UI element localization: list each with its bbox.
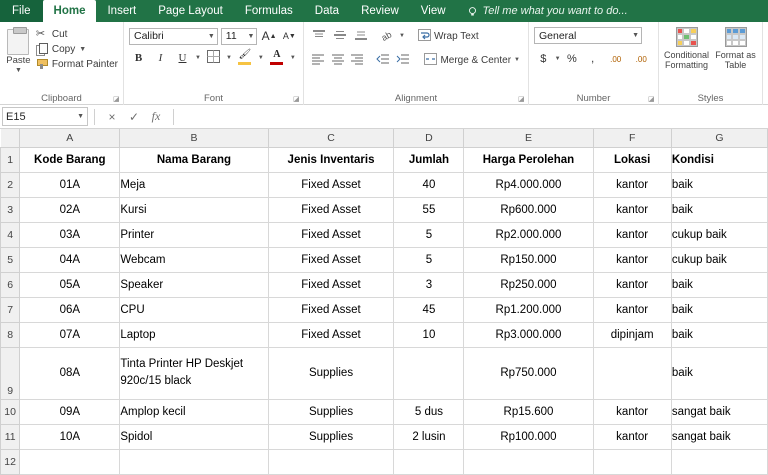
currency-button[interactable] bbox=[534, 50, 553, 68]
font-size-combo[interactable] bbox=[221, 28, 258, 45]
format-as-table-button[interactable] bbox=[714, 27, 757, 70]
font-color-chevron-down-icon[interactable]: ▼ bbox=[289, 55, 296, 61]
fill-color-icon: 🖌 bbox=[238, 49, 252, 60]
cell-g10[interactable]: sangat baik bbox=[671, 399, 767, 424]
paintbrush-icon bbox=[36, 58, 48, 70]
row-header-10[interactable]: 10 bbox=[1, 399, 20, 424]
align-center-icon bbox=[331, 53, 345, 68]
name-box[interactable] bbox=[2, 107, 88, 126]
merge-center-button[interactable] bbox=[421, 51, 523, 69]
table-row bbox=[1, 222, 768, 247]
cell-e10[interactable]: Rp15.600 bbox=[464, 399, 593, 424]
align-bottom-button[interactable] bbox=[351, 27, 370, 45]
underline-button[interactable] bbox=[173, 49, 192, 67]
conditional-formatting-button[interactable] bbox=[664, 27, 709, 70]
formula-input[interactable] bbox=[180, 107, 766, 126]
borders-icon bbox=[207, 50, 220, 66]
cell-c6[interactable]: Fixed Asset bbox=[268, 272, 394, 297]
fill-color-button[interactable] bbox=[235, 49, 255, 67]
format-as-table-label: Format as Table bbox=[715, 50, 756, 70]
cell-g1[interactable]: Kondisi bbox=[671, 147, 767, 172]
cell-a12[interactable] bbox=[20, 449, 120, 474]
wrap-text-icon bbox=[418, 29, 431, 44]
row-header-7[interactable]: 7 bbox=[1, 297, 20, 322]
row-header-5[interactable]: 5 bbox=[1, 247, 20, 272]
ribbon bbox=[0, 22, 768, 105]
align-left-button[interactable] bbox=[309, 51, 327, 69]
cell-e8[interactable]: Rp3.000.000 bbox=[464, 322, 593, 347]
table-row bbox=[1, 247, 768, 272]
wrap-text-button[interactable] bbox=[415, 29, 482, 44]
table-row bbox=[1, 172, 768, 197]
cell-f2[interactable]: kantor bbox=[593, 172, 671, 197]
cell-d12[interactable] bbox=[394, 449, 464, 474]
cell-a11[interactable]: 10A bbox=[20, 424, 120, 449]
ribbon-group-clipboard bbox=[0, 22, 124, 105]
align-right-button[interactable] bbox=[348, 51, 366, 69]
ribbon-group-alignment bbox=[304, 22, 529, 105]
insert-function-button[interactable]: fx bbox=[151, 109, 161, 123]
cell-a2[interactable]: 01A bbox=[20, 172, 120, 197]
cell-g4[interactable]: cukup baik bbox=[671, 222, 767, 247]
grid-table bbox=[0, 129, 768, 475]
italic-button[interactable] bbox=[151, 49, 170, 67]
comma-style-button[interactable] bbox=[583, 50, 602, 68]
cell-e7[interactable]: Rp1.200.000 bbox=[464, 297, 593, 322]
row-header-8[interactable]: 8 bbox=[1, 322, 20, 347]
increase-decimal-label: .00 bbox=[610, 54, 622, 64]
cell-c9[interactable]: Supplies bbox=[268, 347, 394, 399]
cell-b2[interactable]: Meja bbox=[120, 172, 268, 197]
cell-e11[interactable]: Rp100.000 bbox=[464, 424, 593, 449]
font-dialog-launcher-icon[interactable]: ◪ bbox=[293, 96, 300, 103]
row-header-9[interactable]: 9 bbox=[1, 347, 20, 399]
cell-b9[interactable]: Tinta Printer HP Deskjet 920c/15 black bbox=[120, 347, 268, 399]
column-header-row bbox=[1, 129, 768, 147]
cell-e1[interactable]: Harga Perolehan bbox=[464, 147, 593, 172]
table-row bbox=[1, 197, 768, 222]
cell-g12[interactable] bbox=[671, 449, 767, 474]
orientation-chevron-down-icon[interactable]: ▼ bbox=[399, 33, 405, 39]
paste-label: Paste bbox=[6, 55, 31, 66]
fill-color-chevron-down-icon[interactable]: ▼ bbox=[257, 55, 264, 61]
paste-icon bbox=[7, 29, 29, 55]
cell-a9[interactable]: 08A bbox=[20, 347, 120, 399]
cell-d11[interactable]: 2 lusin bbox=[394, 424, 464, 449]
styles-group-label: Styles bbox=[697, 93, 724, 104]
cell-f11[interactable]: kantor bbox=[593, 424, 671, 449]
shrink-font-icon: A bbox=[282, 31, 289, 41]
bold-label: B bbox=[134, 52, 143, 64]
conditional-formatting-icon bbox=[676, 27, 698, 49]
cell-g3[interactable]: baik bbox=[671, 197, 767, 222]
cell-a10[interactable]: 09A bbox=[20, 399, 120, 424]
cell-b5[interactable]: Webcam bbox=[120, 247, 268, 272]
chevron-down-icon: ▼ bbox=[632, 32, 639, 39]
table-row bbox=[1, 399, 768, 424]
cell-c11[interactable]: Supplies bbox=[268, 424, 394, 449]
cell-e3[interactable]: Rp600.000 bbox=[464, 197, 593, 222]
cut-button[interactable] bbox=[36, 28, 118, 40]
cell-a6[interactable]: 05A bbox=[20, 272, 120, 297]
italic-label: I bbox=[158, 52, 163, 64]
row-header-11[interactable]: 11 bbox=[1, 424, 20, 449]
row-header-3[interactable]: 3 bbox=[1, 197, 20, 222]
font-color-label: A bbox=[273, 49, 281, 60]
svg-text:ab: ab bbox=[379, 28, 393, 43]
cell-a8[interactable]: 07A bbox=[20, 322, 120, 347]
row-header-1[interactable]: 1 bbox=[1, 147, 20, 172]
chevron-down-icon: ▼ bbox=[207, 32, 215, 40]
number-format-combo[interactable] bbox=[534, 27, 642, 44]
column-header-e[interactable]: E bbox=[464, 129, 593, 147]
ribbon-group-styles bbox=[659, 22, 763, 105]
underline-chevron-down-icon[interactable]: ▼ bbox=[195, 55, 201, 61]
table-row bbox=[1, 322, 768, 347]
table-row bbox=[1, 297, 768, 322]
cell-d1[interactable]: Jumlah bbox=[394, 147, 464, 172]
spreadsheet-grid[interactable] bbox=[0, 129, 768, 468]
cell-a4[interactable]: 03A bbox=[20, 222, 120, 247]
table-row bbox=[1, 347, 768, 399]
row-header-2[interactable]: 2 bbox=[1, 172, 20, 197]
formula-bar-divider bbox=[94, 109, 95, 125]
alignment-dialog-launcher-icon[interactable]: ◪ bbox=[518, 96, 525, 103]
column-header-b[interactable]: B bbox=[120, 129, 268, 147]
merge-chevron-down-icon[interactable]: ▼ bbox=[514, 57, 520, 63]
cell-g6[interactable]: baik bbox=[671, 272, 767, 297]
number-format-value: General bbox=[539, 29, 577, 42]
column-header-c[interactable]: C bbox=[268, 129, 394, 147]
clipboard-group-label: Clipboard bbox=[41, 93, 82, 104]
decrease-indent-button[interactable] bbox=[374, 51, 392, 69]
lightbulb-icon bbox=[467, 6, 478, 17]
format-painter-label: Format Painter bbox=[51, 58, 118, 70]
font-color-button[interactable] bbox=[267, 49, 287, 67]
align-top-button[interactable] bbox=[309, 27, 328, 45]
percent-button[interactable] bbox=[563, 50, 582, 68]
cell-f1[interactable]: Lokasi bbox=[593, 147, 671, 172]
row-header-6[interactable]: 6 bbox=[1, 272, 20, 297]
tab-data[interactable]: Data bbox=[314, 5, 340, 17]
cell-a1[interactable]: Kode Barang bbox=[20, 147, 120, 172]
column-header-g[interactable]: G bbox=[671, 129, 767, 147]
decrease-indent-icon bbox=[376, 53, 390, 68]
select-all-corner[interactable] bbox=[1, 129, 20, 147]
ribbon-group-number bbox=[529, 22, 659, 105]
chevron-down-icon: ▼ bbox=[79, 46, 87, 53]
orientation-button[interactable] bbox=[378, 27, 397, 45]
font-size-value: 11 bbox=[225, 30, 237, 42]
underline-label: U bbox=[178, 52, 187, 64]
cell-d9[interactable] bbox=[394, 347, 464, 399]
cell-e4[interactable]: Rp2.000.000 bbox=[464, 222, 593, 247]
cell-b11[interactable]: Spidol bbox=[120, 424, 268, 449]
align-bottom-icon bbox=[354, 29, 368, 44]
cell-e2[interactable]: Rp4.000.000 bbox=[464, 172, 593, 197]
cell-d10[interactable]: 5 dus bbox=[394, 399, 464, 424]
cell-c10[interactable]: Supplies bbox=[268, 399, 394, 424]
chevron-down-icon: ▼ bbox=[247, 32, 255, 40]
align-right-icon bbox=[350, 53, 364, 68]
column-header-d[interactable]: D bbox=[394, 129, 464, 147]
align-top-icon bbox=[312, 29, 326, 44]
cell-e12[interactable] bbox=[464, 449, 593, 474]
chevron-down-icon: ▼ bbox=[14, 67, 22, 74]
scissors-icon: ✂ bbox=[35, 28, 46, 40]
row-header-4[interactable]: 4 bbox=[1, 222, 20, 247]
copy-icon bbox=[36, 43, 48, 55]
cell-d8[interactable]: 10 bbox=[394, 322, 464, 347]
paste-button[interactable] bbox=[5, 27, 32, 74]
align-center-button[interactable] bbox=[329, 51, 347, 69]
cell-c5[interactable]: Fixed Asset bbox=[268, 247, 394, 272]
cell-f9[interactable] bbox=[593, 347, 671, 399]
cancel-entry-button[interactable]: × bbox=[108, 109, 116, 124]
increase-indent-icon bbox=[396, 53, 410, 68]
cell-f12[interactable] bbox=[593, 449, 671, 474]
table-row bbox=[1, 449, 768, 474]
wrap-text-label: Wrap Text bbox=[433, 30, 479, 42]
cell-d7[interactable]: 45 bbox=[394, 297, 464, 322]
cell-c1[interactable]: Jenis Inventaris bbox=[268, 147, 394, 172]
column-header-a[interactable]: A bbox=[20, 129, 120, 147]
clipboard-dialog-launcher-icon[interactable]: ◪ bbox=[113, 96, 120, 103]
number-group-label: Number bbox=[576, 93, 611, 104]
format-as-table-icon bbox=[725, 27, 747, 49]
copy-label: Copy bbox=[51, 43, 76, 55]
cell-b12[interactable] bbox=[120, 449, 268, 474]
align-middle-button[interactable] bbox=[330, 27, 349, 45]
confirm-entry-button[interactable]: ✓ bbox=[128, 109, 140, 124]
font-group-label: Font bbox=[203, 93, 223, 104]
merge-cells-icon bbox=[424, 53, 437, 68]
cell-e5[interactable]: Rp150.000 bbox=[464, 247, 593, 272]
comma-label: , bbox=[591, 53, 595, 65]
cell-c12[interactable] bbox=[268, 449, 394, 474]
borders-button[interactable] bbox=[204, 49, 223, 67]
cell-c2[interactable]: Fixed Asset bbox=[268, 172, 394, 197]
cell-b1[interactable]: Nama Barang bbox=[120, 147, 268, 172]
tab-insert[interactable]: Insert bbox=[107, 5, 137, 17]
fill-color-swatch bbox=[238, 62, 251, 65]
table-row bbox=[1, 272, 768, 297]
tab-formulas[interactable]: Formulas bbox=[244, 5, 293, 17]
bold-button[interactable] bbox=[129, 49, 148, 67]
cell-d3[interactable]: 55 bbox=[394, 197, 464, 222]
cell-g9[interactable]: baik bbox=[671, 347, 767, 399]
orientation-icon bbox=[381, 29, 395, 44]
tab-view[interactable]: View bbox=[420, 5, 446, 17]
align-left-icon bbox=[311, 53, 325, 68]
cut-label: Cut bbox=[51, 28, 68, 40]
increase-decimal-button[interactable] bbox=[604, 50, 628, 68]
decrease-font-size-button[interactable]: A ▼ bbox=[282, 31, 296, 41]
grow-font-icon: A bbox=[261, 29, 270, 43]
cell-b7[interactable]: CPU bbox=[120, 297, 268, 322]
cell-e6[interactable]: Rp250.000 bbox=[464, 272, 593, 297]
cell-f4[interactable]: kantor bbox=[593, 222, 671, 247]
cell-c8[interactable]: Fixed Asset bbox=[268, 322, 394, 347]
decrease-decimal-label: .00 bbox=[635, 54, 647, 64]
cell-e9[interactable]: Rp750.000 bbox=[464, 347, 593, 399]
copy-button[interactable] bbox=[36, 43, 118, 55]
merge-center-label: Merge & Center bbox=[440, 54, 512, 66]
format-painter-button[interactable] bbox=[36, 58, 118, 70]
currency-chevron-down-icon[interactable]: ▼ bbox=[554, 56, 561, 62]
cell-g8[interactable]: baik bbox=[671, 322, 767, 347]
conditional-formatting-label: Conditional Formatting bbox=[664, 50, 710, 70]
tell-me-box[interactable] bbox=[457, 0, 638, 22]
cell-d6[interactable]: 3 bbox=[394, 272, 464, 297]
number-dialog-launcher-icon[interactable]: ◪ bbox=[648, 96, 655, 103]
ribbon-tab-bar bbox=[0, 0, 768, 22]
chevron-down-icon[interactable]: ▼ bbox=[77, 113, 84, 120]
tab-review[interactable]: Review bbox=[361, 5, 399, 17]
cell-a5[interactable]: 04A bbox=[20, 247, 120, 272]
tab-page-layout[interactable]: Page Layout bbox=[158, 5, 223, 17]
cell-b10[interactable]: Amplop kecil bbox=[120, 399, 268, 424]
table-row bbox=[1, 147, 768, 172]
cell-a3[interactable]: 02A bbox=[20, 197, 120, 222]
cell-f6[interactable]: kantor bbox=[593, 272, 671, 297]
cell-d2[interactable]: 40 bbox=[394, 172, 464, 197]
cell-f10[interactable]: kantor bbox=[593, 399, 671, 424]
alignment-group-label: Alignment bbox=[394, 93, 438, 104]
ribbon-group-font bbox=[124, 22, 304, 105]
cell-d5[interactable]: 5 bbox=[394, 247, 464, 272]
borders-chevron-down-icon[interactable]: ▼ bbox=[225, 55, 232, 61]
cell-c7[interactable]: Fixed Asset bbox=[268, 297, 394, 322]
cell-b3[interactable]: Kursi bbox=[120, 197, 268, 222]
cell-b4[interactable]: Printer bbox=[120, 222, 268, 247]
name-box-value: E15 bbox=[6, 110, 26, 123]
font-name-combo[interactable] bbox=[129, 28, 218, 45]
cell-b6[interactable]: Speaker bbox=[120, 272, 268, 297]
cell-f3[interactable]: kantor bbox=[593, 197, 671, 222]
increase-font-size-button[interactable]: A ▲ bbox=[261, 29, 277, 43]
font-color-swatch bbox=[270, 62, 283, 65]
cell-f7[interactable]: kantor bbox=[593, 297, 671, 322]
cell-a7[interactable]: 06A bbox=[20, 297, 120, 322]
font-name-value: Calibri bbox=[134, 30, 164, 42]
cell-d4[interactable]: 5 bbox=[394, 222, 464, 247]
tell-me-label: Tell me what you want to do... bbox=[482, 5, 628, 17]
percent-label: % bbox=[567, 53, 577, 65]
cell-c4[interactable]: Fixed Asset bbox=[268, 222, 394, 247]
currency-label: $ bbox=[540, 53, 547, 65]
cell-g7[interactable]: baik bbox=[671, 297, 767, 322]
column-header-f[interactable]: F bbox=[593, 129, 671, 147]
decrease-decimal-button[interactable] bbox=[629, 50, 653, 68]
cell-g11[interactable]: sangat baik bbox=[671, 424, 767, 449]
table-row bbox=[1, 424, 768, 449]
formula-bar-divider-2 bbox=[173, 109, 174, 125]
cell-b8[interactable]: Laptop bbox=[120, 322, 268, 347]
increase-indent-button[interactable] bbox=[394, 51, 412, 69]
tab-file[interactable]: File bbox=[0, 0, 43, 22]
align-middle-icon bbox=[333, 29, 347, 44]
cell-f5[interactable]: kantor bbox=[593, 247, 671, 272]
cell-f8[interactable]: dipinjam bbox=[593, 322, 671, 347]
formula-bar bbox=[0, 105, 768, 129]
cell-g5[interactable]: cukup baik bbox=[671, 247, 767, 272]
cell-c3[interactable]: Fixed Asset bbox=[268, 197, 394, 222]
row-header-12[interactable]: 12 bbox=[1, 449, 20, 474]
tab-home[interactable]: Home bbox=[43, 0, 97, 22]
cell-g2[interactable]: baik bbox=[671, 172, 767, 197]
